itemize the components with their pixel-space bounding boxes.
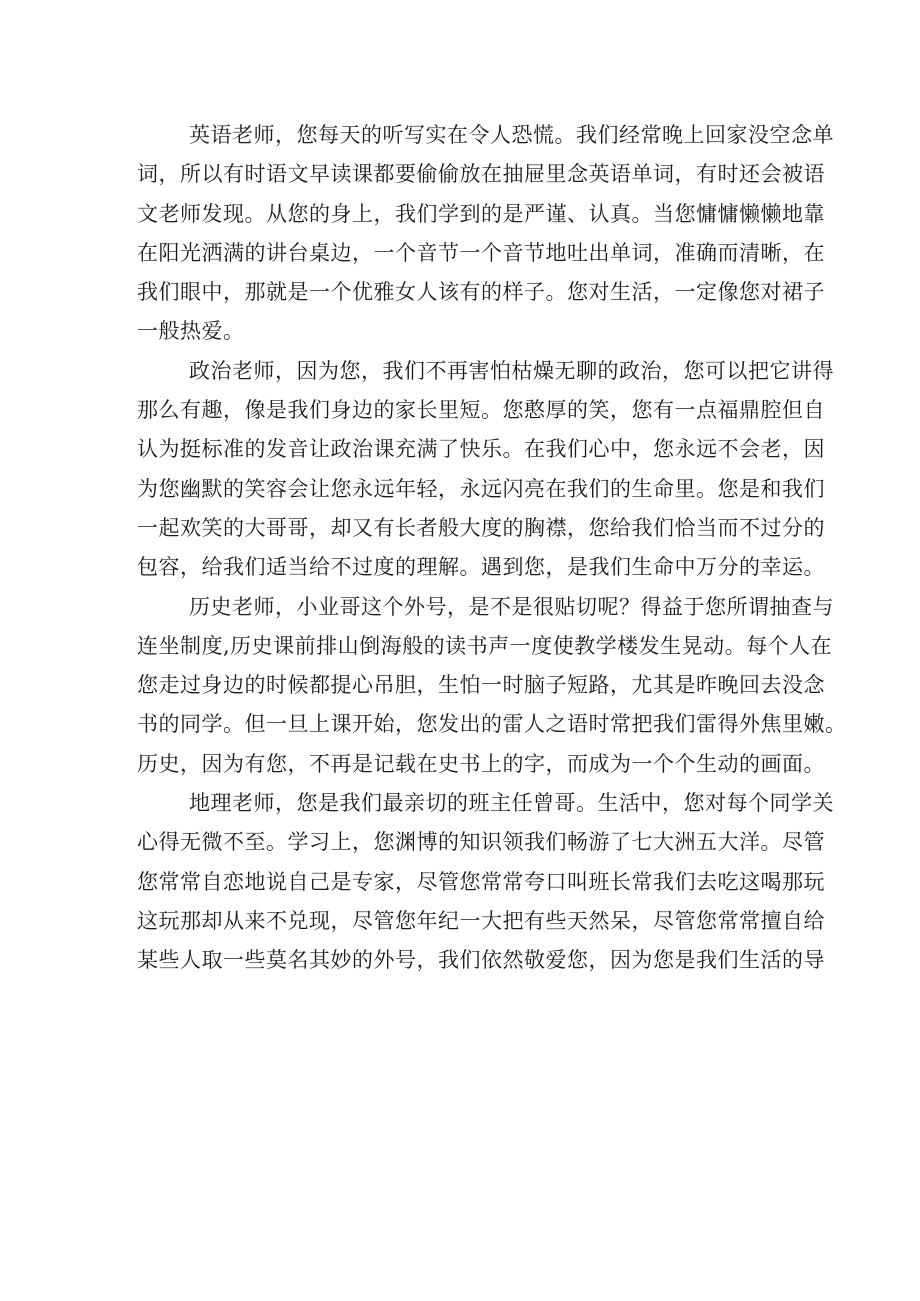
text-line: 连坐制度,历史课前排山倒海般的读书声一度使教学楼发生晃动。每个人在 (137, 633, 833, 658)
text-line: 一般热爱。 (137, 319, 245, 344)
text-line: 某些人取一些莫名其妙的外号，我们依然敬爱您，因为您是我们生活的导 (137, 948, 825, 973)
paragraph-geography-teacher (137, 784, 834, 980)
text-line: 文老师发现。从您的身上，我们学到的是严谨、认真。当您慵慵懒懒地靠 (137, 201, 825, 226)
text-line: 书的同学。但一旦上课开始，您发出的雷人之语时常把我们雷得外焦里嫩。 (137, 712, 847, 737)
paragraph-politics-teacher (137, 352, 834, 588)
paragraph-english-teacher (137, 116, 834, 352)
text-line: 历史老师，小业哥这个外号，是不是很贴切呢？得益于您所谓抽查与 (189, 594, 834, 619)
text-line: 这玩那却从来不兑现，尽管您年纪一大把有些天然呆，尽管您常常擅自给 (137, 908, 825, 933)
text-line: 那么有趣，像是我们身边的家长里短。您憨厚的笑，您有一点福鼎腔但自 (137, 398, 825, 423)
text-line: 词，所以有时语文早读课都要偷偷放在抽屉里念英语单词，有时还会被语 (137, 162, 825, 187)
text-line: 您常常自恋地说自己是专家，尽管您常常夸口叫班长常我们去吃这喝那玩 (137, 869, 825, 894)
text-line: 英语老师，您每天的听写实在令人恐慌。我们经常晚上回家没空念单 (189, 123, 834, 147)
text-line: 认为挺标准的发音让政治课充满了快乐。在我们心中，您永远不会老，因 (137, 437, 825, 462)
text-line: 历史，因为有您，不再是记载在史书上的字，而成为一个个生动的画面。 (137, 751, 825, 776)
text-line: 为您幽默的笑容会让您永远年轻，永远闪亮在我们的生命里。您是和我们 (137, 476, 825, 501)
document-body (137, 116, 847, 981)
text-line: 您走过身边的时候都提心吊胆，生怕一时脑子短路，尤其是昨晚回去没念 (137, 673, 825, 698)
text-line: 地理老师，您是我们最亲切的班主任曾哥。生活中，您对每个同学关 (189, 791, 834, 816)
text-line: 在阳光洒满的讲台桌边，一个音节一个音节地吐出单词，准确而清晰，在 (137, 240, 825, 265)
text-line: 心得无微不至。学习上，您渊博的知识领我们畅游了七大洲五大洋。尽管 (137, 830, 825, 855)
text-line: 包容，给我们适当给不过度的理解。遇到您，是我们生命中万分的幸运。 (137, 555, 825, 580)
text-line: 我们眼中，那就是一个优雅女人该有的样子。您对生活，一定像您对裙子 (137, 280, 825, 305)
paragraph-history-teacher (137, 588, 847, 784)
text-line: 一起欢笑的大哥哥，却又有长者般大度的胸襟，您给我们恰当而不过分的 (137, 515, 825, 540)
text-line: 政治老师，因为您，我们不再害怕枯燥无聊的政治，您可以把它讲得 (189, 358, 834, 383)
